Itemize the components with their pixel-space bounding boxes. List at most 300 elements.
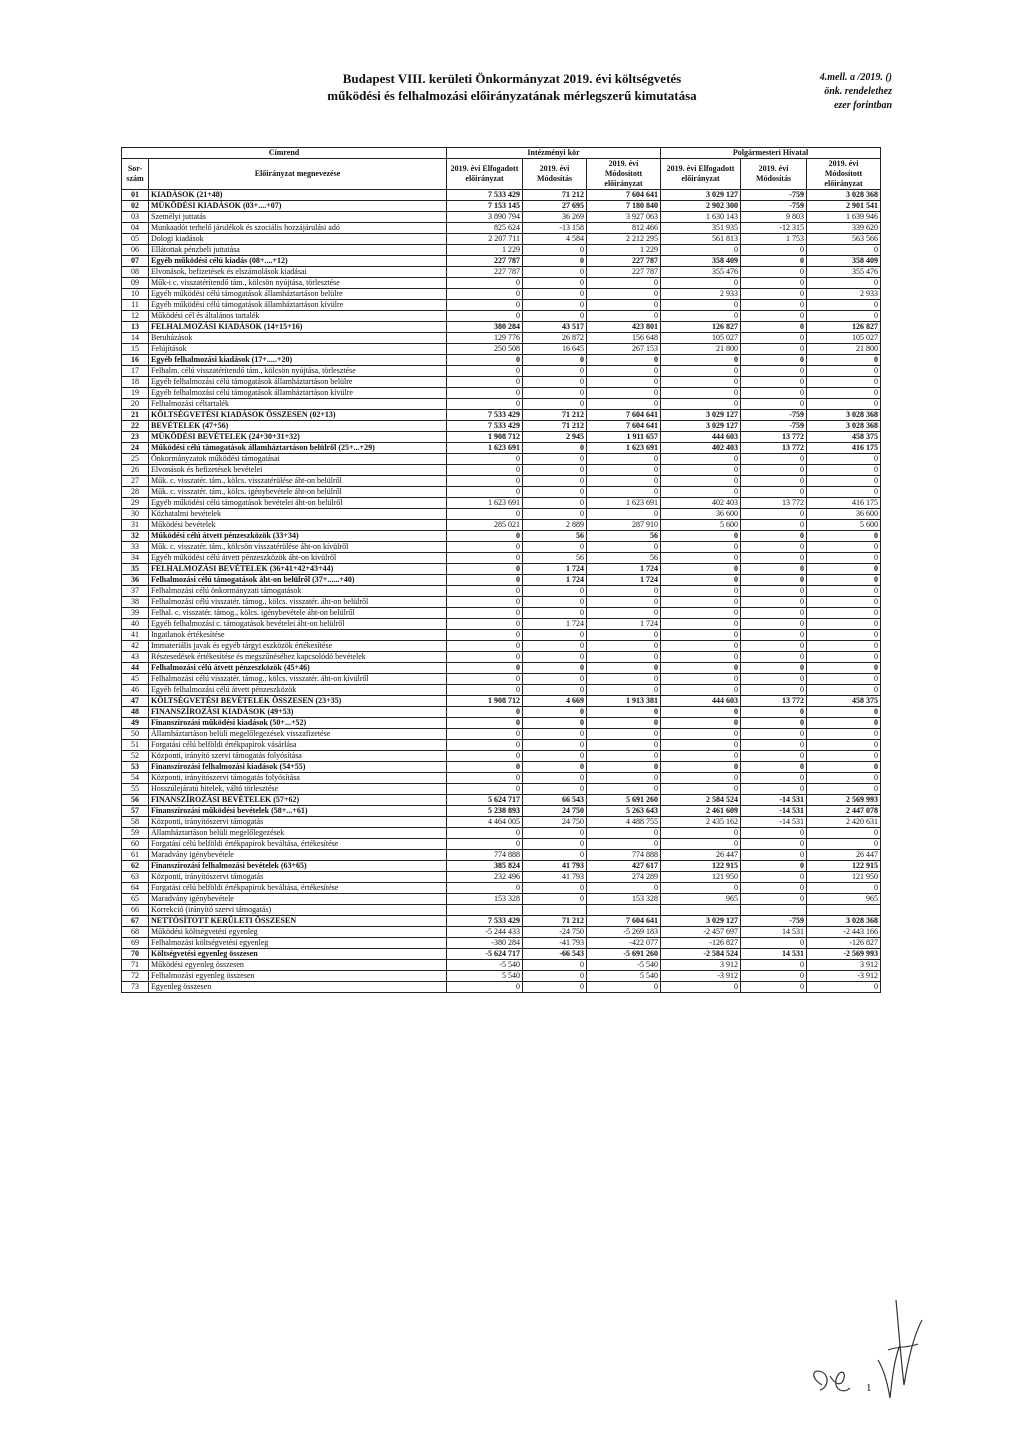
modositott-hivatal: 5 600 [807,520,881,531]
modositott-intezmenyi: 423 801 [587,322,661,333]
row-number: 40 [122,619,149,630]
elfogadott-hivatal: 0 [661,487,741,498]
elfogadott-hivatal: 0 [661,685,741,696]
modositas-hivatal: 0 [741,938,807,949]
elfogadott-intezmenyi: 0 [447,674,523,685]
elfogadott-intezmenyi: 0 [447,652,523,663]
modositas-intezmenyi: 0 [523,487,587,498]
row-label: Államháztartáson belüli megelőlegezések visszafizetése [149,729,447,740]
modositott-intezmenyi: -5 691 260 [587,949,661,960]
row-number: 42 [122,641,149,652]
table-row [122,465,881,476]
modositott-hivatal: 0 [807,465,881,476]
modositott-intezmenyi: 427 617 [587,861,661,872]
row-label: Működési költségvetési egyenleg [149,927,447,938]
modositott-hivatal: 0 [807,883,881,894]
modositott-hivatal: 0 [807,300,881,311]
modositas-hivatal: 14 531 [741,949,807,960]
modositas-intezmenyi: 0 [523,839,587,850]
elfogadott-hivatal: 402 403 [661,443,741,454]
row-label: KÖLTSÉGVETÉSI KIADÁSOK ÖSSZESEN (02+13) [149,410,447,421]
elfogadott-hivatal: 0 [661,278,741,289]
elfogadott-hivatal: 0 [661,597,741,608]
row-number: 06 [122,245,149,256]
modositas-intezmenyi: 0 [523,300,587,311]
table-row [122,982,881,993]
elfogadott-intezmenyi: 0 [447,619,523,630]
modositas-intezmenyi: 4 669 [523,696,587,707]
table-row [122,718,881,729]
row-number: 04 [122,223,149,234]
elfogadott-intezmenyi: 0 [447,707,523,718]
elfogadott-hivatal: 36 600 [661,509,741,520]
row-label: Műk. c. visszatér. tám., kölcs. igénybevétele áht-on belülről [149,487,447,498]
modositas-hivatal: 0 [741,553,807,564]
elfogadott-intezmenyi: 0 [447,883,523,894]
table-row [122,784,881,795]
elfogadott-intezmenyi: 774 888 [447,850,523,861]
modositas-hivatal: 0 [741,366,807,377]
elfogadott-hivatal: 358 409 [661,256,741,267]
elfogadott-hivatal: 2 902 300 [661,201,741,212]
modositas-hivatal: 0 [741,641,807,652]
table-row [122,861,881,872]
table-row [122,751,881,762]
elfogadott-hivatal: 351 935 [661,223,741,234]
modositas-hivatal: 0 [741,883,807,894]
table-row [122,586,881,597]
modositott-hivatal: 0 [807,564,881,575]
elfogadott-hivatal: 0 [661,553,741,564]
table-row [122,322,881,333]
modositas-intezmenyi: 0 [523,685,587,696]
row-label: FELHALMOZÁSI KIADÁSOK (14+15+16) [149,322,447,333]
table-row [122,685,881,696]
row-label: Felhalmozási célú támogatások áht-on belülről (37+......+40) [149,575,447,586]
row-label: Egyéb felhalmozási kiadások (17+.....+20) [149,355,447,366]
modositott-intezmenyi: 0 [587,300,661,311]
row-label: Központi, irányítószervi támogatás [149,817,447,828]
row-number: 68 [122,927,149,938]
row-number: 14 [122,333,149,344]
modositott-hivatal: 0 [807,377,881,388]
row-label: Felhalmozási célú visszatér. támog., kölcs. visszatér. áht-on kívülről [149,674,447,685]
modositas-intezmenyi: 0 [523,641,587,652]
row-label: MŰKÖDÉSI KIADÁSOK (03+....+07) [149,201,447,212]
modositott-hivatal: 0 [807,663,881,674]
modositott-intezmenyi: 0 [587,828,661,839]
modositott-hivatal: 2 901 541 [807,201,881,212]
modositas-intezmenyi: 0 [523,498,587,509]
elfogadott-hivatal: 0 [661,245,741,256]
modositott-hivatal: 0 [807,311,881,322]
row-label: MŰKÖDÉSI BEVÉTELEK (24+30+31+32) [149,432,447,443]
modositas-intezmenyi: 0 [523,586,587,597]
modositas-hivatal: 13 772 [741,498,807,509]
row-number: 35 [122,564,149,575]
modositas-intezmenyi: 16 645 [523,344,587,355]
elfogadott-hivatal: 5 600 [661,520,741,531]
modositott-intezmenyi: 0 [587,542,661,553]
modositas-intezmenyi: 71 212 [523,190,587,201]
elfogadott-intezmenyi: 1 908 712 [447,432,523,443]
table-row [122,410,881,421]
modositott-intezmenyi: 0 [587,476,661,487]
budget-table-body [122,190,881,993]
row-number: 60 [122,839,149,850]
modositas-hivatal: 0 [741,564,807,575]
row-number: 34 [122,553,149,564]
row-number: 71 [122,960,149,971]
modositas-intezmenyi: 0 [523,982,587,993]
modositott-intezmenyi: 7 604 641 [587,410,661,421]
elfogadott-intezmenyi: 5 540 [447,971,523,982]
row-number: 07 [122,256,149,267]
modositas-intezmenyi: 0 [523,971,587,982]
header-intezmenyi-kor: Intézményi kör [447,148,661,159]
row-number: 16 [122,355,149,366]
row-label: Egyéb felhalmozási célú támogatások államháztartáson belülre [149,377,447,388]
table-row [122,828,881,839]
row-label: Működési célú támogatások államháztartáson belülről (25+...+29) [149,443,447,454]
elfogadott-hivatal: 444 603 [661,432,741,443]
modositott-intezmenyi: 0 [587,982,661,993]
modositas-intezmenyi: 2 889 [523,520,587,531]
row-number: 51 [122,740,149,751]
table-row [122,729,881,740]
row-number: 31 [122,520,149,531]
modositott-hivatal: 416 175 [807,498,881,509]
modositas-hivatal [741,905,807,916]
row-number: 29 [122,498,149,509]
elfogadott-intezmenyi: 0 [447,575,523,586]
row-number: 32 [122,531,149,542]
modositas-hivatal: 0 [741,311,807,322]
row-label: Felújítások [149,344,447,355]
modositas-intezmenyi: 0 [523,256,587,267]
modositas-hivatal: 0 [741,652,807,663]
row-label: Működési célú átvett pénzeszközök (33+34) [149,531,447,542]
row-number: 38 [122,597,149,608]
modositott-intezmenyi: 56 [587,531,661,542]
modositas-hivatal: 0 [741,729,807,740]
table-row [122,355,881,366]
modositas-hivatal: 0 [741,619,807,630]
elfogadott-intezmenyi: 0 [447,608,523,619]
modositott-intezmenyi: 1 229 [587,245,661,256]
elfogadott-hivatal: 0 [661,608,741,619]
elfogadott-hivatal: 2 435 162 [661,817,741,828]
elfogadott-intezmenyi: -380 284 [447,938,523,949]
row-label: Forgatási célú belföldi értékpapírok beváltása, értékesítése [149,839,447,850]
modositas-hivatal: 0 [741,333,807,344]
table-row [122,927,881,938]
table-row [122,212,881,223]
elfogadott-intezmenyi: 0 [447,542,523,553]
modositas-intezmenyi: 0 [523,762,587,773]
row-number: 45 [122,674,149,685]
table-row [122,388,881,399]
modositott-hivatal: 416 175 [807,443,881,454]
modositott-intezmenyi: 0 [587,630,661,641]
row-label: Finanszírozási működési bevételek (58+...+61) [149,806,447,817]
row-number: 72 [122,971,149,982]
elfogadott-intezmenyi: 1 229 [447,245,523,256]
elfogadott-intezmenyi: 0 [447,454,523,465]
elfogadott-hivatal: 0 [661,784,741,795]
row-label: Maradvány igénybevétele [149,850,447,861]
modositott-hivatal: 2 933 [807,289,881,300]
row-number: 10 [122,289,149,300]
table-row [122,762,881,773]
elfogadott-intezmenyi: 7 533 429 [447,190,523,201]
header-polgarmesteri-hivatal: Polgármesteri Hivatal [661,148,881,159]
elfogadott-intezmenyi: 0 [447,355,523,366]
modositott-hivatal: 339 620 [807,223,881,234]
modositas-intezmenyi: 0 [523,773,587,784]
table-row [122,509,881,520]
modositott-intezmenyi: 153 328 [587,894,661,905]
elfogadott-intezmenyi: 0 [447,685,523,696]
modositott-hivatal: 0 [807,685,881,696]
modositott-intezmenyi: -5 540 [587,960,661,971]
row-number: 43 [122,652,149,663]
elfogadott-hivatal: 0 [661,828,741,839]
table-row [122,190,881,201]
row-label: Egyéb működési célú átvett pénzeszközök áht-on kívülről [149,553,447,564]
modositott-intezmenyi: 0 [587,751,661,762]
modositas-intezmenyi: 0 [523,630,587,641]
table-row [122,289,881,300]
row-number: 49 [122,718,149,729]
table-row [122,960,881,971]
modositott-hivatal: 0 [807,718,881,729]
elfogadott-intezmenyi: 7 533 429 [447,410,523,421]
modositas-hivatal: 0 [741,674,807,685]
elfogadott-hivatal: 0 [661,982,741,993]
elfogadott-intezmenyi: 0 [447,586,523,597]
modositas-intezmenyi: 1 724 [523,619,587,630]
modositas-intezmenyi: 0 [523,355,587,366]
modositott-intezmenyi: 0 [587,784,661,795]
elfogadott-intezmenyi: 0 [447,278,523,289]
modositas-hivatal: -14 531 [741,806,807,817]
row-label: Hosszúlejáratú hitelek, váltó törlesztése [149,784,447,795]
table-row [122,201,881,212]
modositott-intezmenyi: 7 180 840 [587,201,661,212]
row-label: Maradvány igénybevétele [149,894,447,905]
modositott-hivatal: 0 [807,619,881,630]
modositott-hivatal: 458 375 [807,696,881,707]
elfogadott-intezmenyi: 7 153 145 [447,201,523,212]
table-row [122,905,881,916]
modositott-hivatal: 0 [807,740,881,751]
elfogadott-intezmenyi: 0 [447,300,523,311]
row-label: Munkaadót terhelő járulékok és szociális hozzájárulási adó [149,223,447,234]
modositas-hivatal: 0 [741,971,807,982]
table-row [122,608,881,619]
row-label: Beruházások [149,333,447,344]
elfogadott-intezmenyi: 285 021 [447,520,523,531]
row-label: Személyi juttatás [149,212,447,223]
header-elfogadott-1: 2019. évi Elfogadott előirányzat [447,159,523,190]
annex-note [820,71,892,113]
table-row [122,894,881,905]
modositott-intezmenyi: 5 691 260 [587,795,661,806]
modositott-intezmenyi: 0 [587,740,661,751]
modositott-hivatal: 0 [807,553,881,564]
table-row [122,696,881,707]
row-number: 08 [122,267,149,278]
modositott-hivatal: 0 [807,762,881,773]
elfogadott-intezmenyi: 0 [447,751,523,762]
row-number: 30 [122,509,149,520]
modositas-intezmenyi: -66 543 [523,949,587,960]
modositott-intezmenyi: 227 787 [587,256,661,267]
elfogadott-intezmenyi: 0 [447,311,523,322]
header-modositott-1: 2019. évi Módosított előirányzat [587,159,661,190]
table-row [122,377,881,388]
row-label: FINANSZÍROZÁSI BEVÉTELEK (57+62) [149,795,447,806]
modositas-intezmenyi: 0 [523,663,587,674]
modositas-hivatal: 0 [741,597,807,608]
modositas-hivatal: 0 [741,344,807,355]
modositas-hivatal: 0 [741,256,807,267]
modositott-intezmenyi: 1 623 691 [587,443,661,454]
row-label: Ellátottak pénzbeli juttatása [149,245,447,256]
modositott-hivatal: 0 [807,707,881,718]
modositas-intezmenyi: 71 212 [523,916,587,927]
modositas-intezmenyi: 0 [523,718,587,729]
row-label: Egyéb felhalmozási c. támogatások bevételei áht-on belülről [149,619,447,630]
row-label: Részesedések értékesítése és megszűnéséhez kapcsolódó bevételek [149,652,447,663]
modositott-intezmenyi: 0 [587,509,661,520]
table-row [122,344,881,355]
elfogadott-intezmenyi: 385 824 [447,861,523,872]
row-number: 22 [122,421,149,432]
row-label: Felhalmozási költségvetési egyenleg [149,938,447,949]
modositott-intezmenyi: 0 [587,388,661,399]
table-row [122,916,881,927]
modositas-hivatal: 0 [741,839,807,850]
modositas-intezmenyi: 24 750 [523,817,587,828]
row-label: Egyenleg összesen [149,982,447,993]
modositott-hivatal: 26 447 [807,850,881,861]
table-row [122,223,881,234]
modositas-intezmenyi: 2 945 [523,432,587,443]
row-number: 03 [122,212,149,223]
row-label: Elvonások és befizetések bevételei [149,465,447,476]
modositas-intezmenyi: 26 872 [523,333,587,344]
table-row [122,234,881,245]
elfogadott-hivatal: 0 [661,630,741,641]
elfogadott-hivatal: 0 [661,399,741,410]
modositas-hivatal: 0 [741,575,807,586]
row-number: 47 [122,696,149,707]
modositott-hivatal: 3 028 368 [807,916,881,927]
modositott-intezmenyi: 0 [587,278,661,289]
modositott-hivatal: 0 [807,355,881,366]
modositas-intezmenyi: 0 [523,597,587,608]
modositott-intezmenyi: 1 913 381 [587,696,661,707]
row-number: 48 [122,707,149,718]
modositott-hivatal: 0 [807,366,881,377]
elfogadott-intezmenyi: 0 [447,630,523,641]
modositott-hivatal: 2 420 631 [807,817,881,828]
modositott-intezmenyi [587,905,661,916]
modositas-hivatal: 0 [741,894,807,905]
elfogadott-hivatal: 2 933 [661,289,741,300]
modositott-intezmenyi: 0 [587,586,661,597]
modositott-hivatal: 0 [807,674,881,685]
elfogadott-intezmenyi: 825 624 [447,223,523,234]
modositas-hivatal: 0 [741,278,807,289]
table-row [122,641,881,652]
modositott-hivatal: 0 [807,751,881,762]
modositas-intezmenyi: 0 [523,388,587,399]
modositott-hivatal: -3 912 [807,971,881,982]
table-row [122,575,881,586]
elfogadott-hivatal: 0 [661,839,741,850]
modositott-hivatal: 0 [807,641,881,652]
modositas-hivatal: 0 [741,355,807,366]
modositott-intezmenyi: 287 910 [587,520,661,531]
modositott-intezmenyi: 0 [587,839,661,850]
elfogadott-hivatal: 0 [661,641,741,652]
modositott-hivatal: 0 [807,542,881,553]
table-row [122,498,881,509]
row-label: Felhalmozási célú önkormányzati támogatások [149,586,447,597]
elfogadott-hivatal: 121 950 [661,872,741,883]
row-number: 65 [122,894,149,905]
modositott-intezmenyi: 1 724 [587,575,661,586]
modositott-intezmenyi: 0 [587,366,661,377]
modositas-hivatal: 0 [741,982,807,993]
row-label: Működési cél és általános tartalék [149,311,447,322]
modositott-intezmenyi: 227 787 [587,267,661,278]
modositott-intezmenyi: 0 [587,773,661,784]
modositas-hivatal: -759 [741,190,807,201]
table-row [122,542,881,553]
modositas-hivatal: 0 [741,399,807,410]
row-label: Felhalmozási célú visszatér. támog., kölcs. visszatér. áht-on belülről [149,597,447,608]
table-row [122,256,881,267]
modositas-intezmenyi: 0 [523,245,587,256]
modositott-hivatal: 2 447 078 [807,806,881,817]
modositott-hivatal: 36 600 [807,509,881,520]
modositas-intezmenyi: 0 [523,443,587,454]
modositas-hivatal: -12 315 [741,223,807,234]
modositott-intezmenyi: 0 [587,355,661,366]
modositott-intezmenyi: 0 [587,762,661,773]
modositott-hivatal: 563 566 [807,234,881,245]
elfogadott-hivatal: 0 [661,377,741,388]
modositott-intezmenyi: 2 212 295 [587,234,661,245]
table-row [122,333,881,344]
row-label: Felhalm. célú visszatérítendő tám., kölcsön nyújtása, törlesztése [149,366,447,377]
modositas-intezmenyi: 1 724 [523,575,587,586]
elfogadott-intezmenyi: 0 [447,289,523,300]
elfogadott-hivatal: 3 029 127 [661,916,741,927]
elfogadott-hivatal: 0 [661,564,741,575]
modositott-intezmenyi: 7 604 641 [587,916,661,927]
table-row [122,806,881,817]
elfogadott-intezmenyi: 0 [447,641,523,652]
table-row [122,850,881,861]
modositott-hivatal: 0 [807,388,881,399]
elfogadott-intezmenyi: 227 787 [447,267,523,278]
row-label: Működési egyenleg összesen [149,960,447,971]
